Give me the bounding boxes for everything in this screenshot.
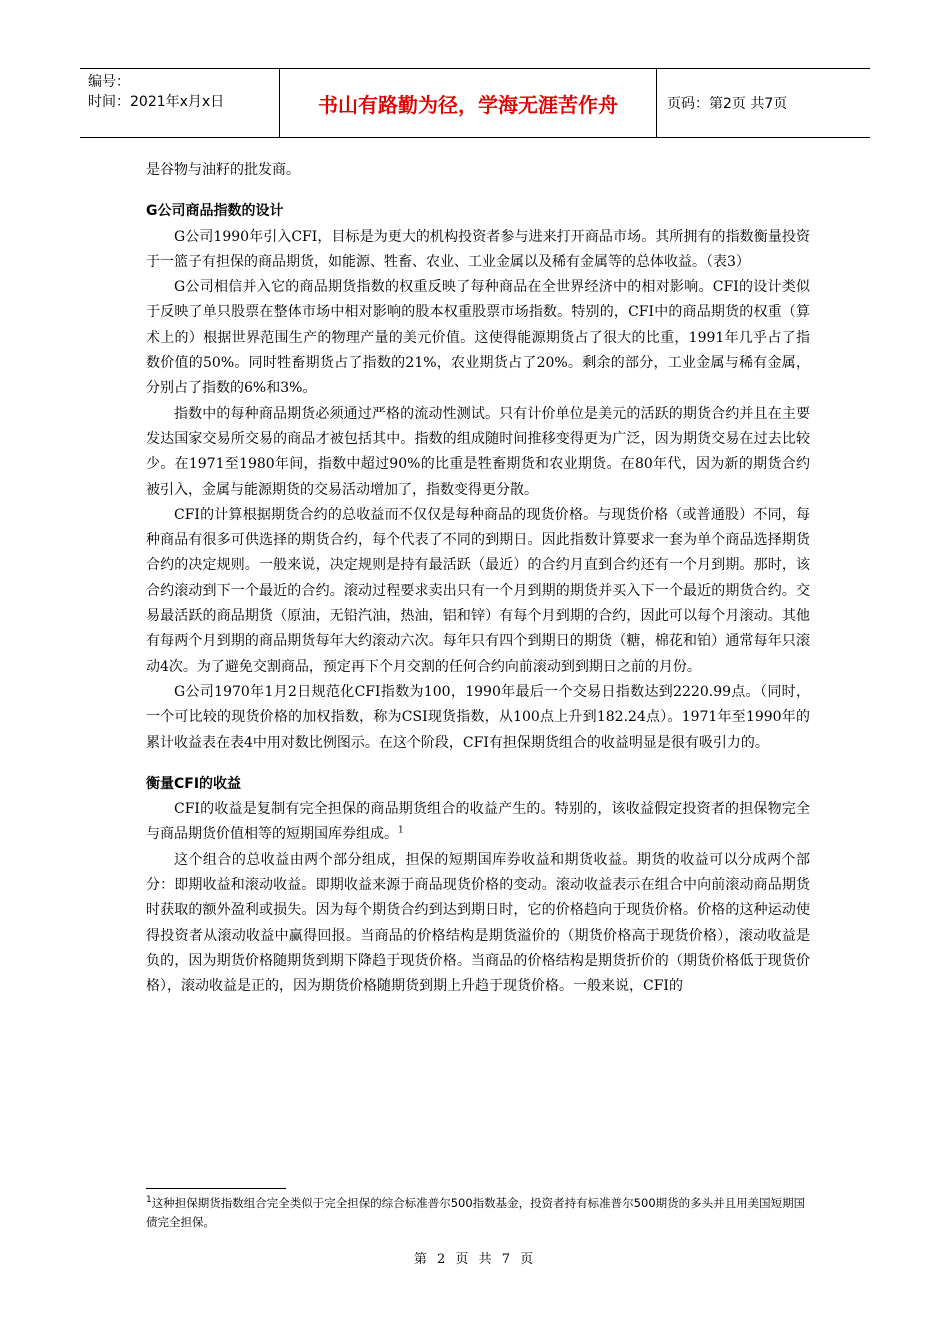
- footnote-mark: 1: [146, 1195, 152, 1206]
- doc-date-label: 时间：2021年x月x日: [88, 94, 225, 110]
- doc-number-label: 编号：: [88, 74, 130, 90]
- footnote-text: 这种担保期货指数组合完全类似于完全担保的综合标准普尔500指数基金，投资者持有标准普尔500期货的多头并且用美国短期国债完全担保。: [146, 1196, 806, 1229]
- footnote-reference[interactable]: 1: [398, 825, 404, 836]
- page-footer: 第 2 页 共 7 页: [413, 1252, 537, 1267]
- paragraph-continuation: 是谷物与油籽的批发商。: [146, 162, 300, 178]
- paragraph-text: CFI的收益是复制有完全担保的商品期货组合的收益产生的。特别的，该收益假定投资者的担保物完全与商品期货价值相等的短期国库券组成。: [146, 801, 810, 843]
- header-page-label: 页码：第2页 共7页: [667, 96, 788, 112]
- paragraph-with-footnote: [146, 797, 810, 848]
- page-header: [80, 68, 870, 138]
- paragraph: G公司相信并入它的商品期货指数的权重反映了每种商品在全世界经济中的相对影响。CFI的设计类似于反映了单只股票在整体市场中相对影响的股本权重股票市场指数。特别的，CFI中的商品期货的权重（算术上的）根据世界范围生产的物理产量的美元价值。这使得能源期货占了很大的比重，1991年几乎占了指数价值的50%。同时牲畜期货占了指数的21%，农业期货占了20%。剩余的部分，工业金属与稀有金属，分别占了指数的6%和3%。: [146, 279, 810, 397]
- document-body: [146, 158, 810, 1000]
- header-motto: 书山有路勤为径，学海无涯苦作舟: [280, 69, 657, 137]
- paragraph: 这个组合的总收益由两个部分组成，担保的短期国库券收益和期货收益。期货的收益可以分成两个部分：即期收益和滚动收益。即期收益来源于商品现货价格的变动。滚动收益表示在组合中向前滚动商品期货时获取的额外盈利或损失。因为每个期货合约到达到期日时，它的价格趋向于现货价格。价格的这种运动使得投资者从滚动收益中赢得回报。当商品的价格结构是期货溢价的（期货价格高于现货价格），滚动收益是负的，因为期货价格随期货到期下降趋于现货价格。当商品的价格结构是期货折价的（期货价格低于现货价格），滚动收益是正的，因为期货价格随期货到期上升趋于现货价格。一般来说，CFI的: [146, 851, 810, 995]
- paragraph: G公司1970年1月2日规范化CFI指数为100，1990年最后一个交易日指数达到2220.99点。（同时，一个可比较的现货价格的加权指数，称为CSI现货指数，从100点上升到182.24点）。1971年至1990年的累计收益表在表4中用对数比例图示。在这个阶段，CFI有担保期货组合的收益明显是很有吸引力的。: [146, 683, 810, 751]
- section-heading-index-design: G公司商品指数的设计: [146, 203, 284, 220]
- paragraph: 指数中的每种商品期货必须通过严格的流动性测试。只有计价单位是美元的活跃的期货合约并且在主要发达国家交易所交易的商品才被包括其中。指数的组成随时间推移变得更为广泛，因为期货交易在过去比较少。在1971至1980年间，指数中超过90%的比重是牲畜期货和农业期货。在80年代，因为新的期货合约被引入，金属与能源期货的交易活动增加了，指数变得更分散。: [146, 405, 810, 498]
- section-heading-cfi-returns: 衡量CFI的收益: [146, 775, 242, 792]
- footnote: [146, 1194, 810, 1232]
- paragraph: CFI的计算根据期货合约的总收益而不仅仅是每种商品的现货价格。与现货价格（或普通股）不同，每种商品有很多可供选择的期货合约，每个代表了不同的到期日。因此指数计算要求一套为单个商品选择期货合约的决定规则。一般来说，决定规则是持有最活跃（最近）的合约月直到合约还有一个月到期。那时，该合约滚动到下一个最近的合约。滚动过程要求卖出只有一个月到期的期货并买入下一个最近的期货合约。交易最活跃的商品期货（原油，无铅汽油，热油，铝和锌）有每个月到期的合约，因此可以每个月滚动。其他有每两个月到期的商品期货每年大约滚动六次。每年只有四个到期日的期货（糖，棉花和铂）通常每年只滚动4次。为了避免交割商品，预定再下个月交割的任何合约向前滚动到到期日之前的月份。: [146, 506, 810, 675]
- footnote-divider: [146, 1188, 286, 1189]
- header-meta: [80, 69, 280, 137]
- paragraph: G公司1990年引入CFI，目标是为更大的机构投资者参与进来打开商品市场。其所拥有的指数衡量投资于一篮子有担保的商品期货，如能源、牲畜、农业、工业金属以及稀有金属等的总体收益。（表3）: [146, 228, 810, 270]
